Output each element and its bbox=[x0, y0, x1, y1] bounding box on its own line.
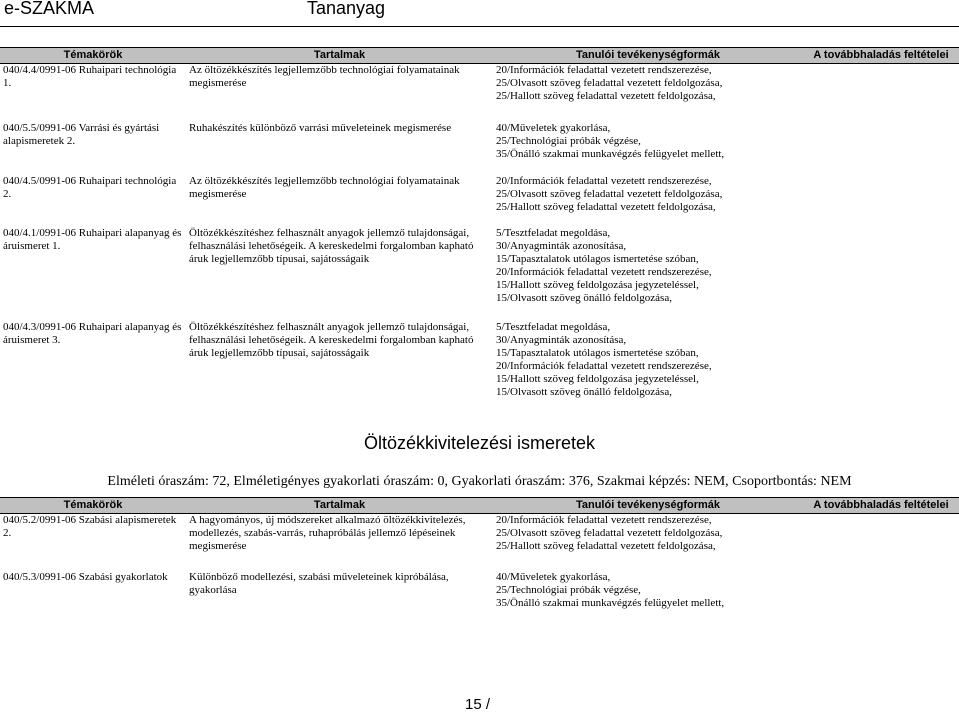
col-header-conditions: A továbbhaladás feltételei bbox=[803, 498, 959, 514]
activity-item: 25/Olvasott szöveg feladattal vezetett feldolgozása, bbox=[496, 77, 723, 89]
activity-item: 40/Műveletek gyakorlása, bbox=[496, 121, 611, 134]
condition-cell bbox=[803, 227, 959, 321]
activity-item: 5/Tesztfeladat megoldása, bbox=[496, 320, 611, 333]
topic-cell: 040/5.5/0991-06 Varrási és gyártási alapismeretek 2. bbox=[3, 121, 160, 147]
page-number: 15 / bbox=[465, 696, 491, 713]
activity-item: 20/Információk feladattal vezetett rendszerezése, bbox=[496, 174, 712, 187]
curriculum-table-2 bbox=[0, 497, 959, 615]
curriculum-table-1 bbox=[0, 47, 959, 411]
activities-cell bbox=[493, 122, 803, 175]
activity-item: 25/Hallott szöveg feladattal vezetett feldolgozása, bbox=[496, 200, 716, 213]
activity-item: 25/Hallott szöveg feladattal vezetett feldolgozása, bbox=[496, 90, 716, 102]
activities-cell bbox=[493, 175, 803, 227]
col-header-conditions: A továbbhaladás feltételei bbox=[803, 48, 959, 64]
activity-item: 30/Anyagminták azonosítása, bbox=[496, 333, 627, 346]
activities-cell bbox=[493, 227, 803, 321]
condition-cell bbox=[803, 64, 959, 122]
condition-cell bbox=[803, 321, 959, 411]
col-header-contents: Tartalmak bbox=[186, 48, 493, 64]
activity-item: 15/Olvasott szöveg önálló feldolgozása, bbox=[496, 385, 672, 398]
activity-item: 20/Információk feladattal vezetett rendszerezése, bbox=[496, 64, 712, 76]
content-cell: Az öltözékkészítés legjellemzőbb technológiai folyamatainak megismerése bbox=[189, 174, 460, 200]
activity-item: 5/Tesztfeladat megoldása, bbox=[496, 226, 611, 239]
activity-item: 15/Tapasztalatok utólagos ismertetése szóban, bbox=[496, 252, 699, 265]
activity-item: 25/Olvasott szöveg feladattal vezetett feldolgozása, bbox=[496, 527, 723, 539]
activity-item: 15/Hallott szöveg feldolgozása jegyzeteléssel, bbox=[496, 278, 699, 291]
content-cell: Ruhakészítés különböző varrási műveleteinek megismerése bbox=[189, 121, 452, 134]
hours-summary: Elméleti óraszám: 72, Elméletigényes gyakorlati óraszám: 0, Gyakorlati óraszám: 376, Szakmai képzés: NEM, Csoportbontás: NEM bbox=[107, 474, 852, 489]
section-title: Öltözékkivitelezési ismeretek bbox=[363, 433, 596, 453]
content-cell: Az öltözékkészítés legjellemzőbb technológiai folyamatainak megismerése bbox=[189, 64, 460, 89]
content-cell: Különböző modellezési, szabási műveleteinek kipróbálása, gyakorlása bbox=[189, 570, 449, 596]
topic-cell: 040/4.3/0991-06 Ruhaipari alapanyag és áruismeret 3. bbox=[3, 320, 182, 346]
table-header-row bbox=[0, 498, 959, 514]
activity-item: 15/Hallott szöveg feldolgozása jegyzeteléssel, bbox=[496, 372, 699, 385]
table-row bbox=[0, 514, 959, 571]
activity-item: 20/Információk feladattal vezetett rendszerezése, bbox=[496, 359, 712, 372]
topic-cell: 040/5.2/0991-06 Szabási alapismeretek 2. bbox=[3, 514, 177, 539]
col-header-activities: Tanulói tevékenységformák bbox=[493, 48, 803, 64]
content-cell: Öltözékkészítéshez felhasznált anyagok jellemző tulajdonságai, felhasználási lehetőségeik. A kereskedelmi forgalomban kapható áruk legjellemzőbb típusai, sajátosságaik bbox=[189, 320, 474, 359]
header-divider bbox=[0, 26, 959, 27]
table-row bbox=[0, 175, 959, 227]
table-row bbox=[0, 64, 959, 122]
activities-cell bbox=[493, 321, 803, 411]
content-cell: A hagyományos, új módszereket alkalmazó öltözékkivitelezés, modellezés, szabás-varrás, ruhapróbálás jellemző lépéseinek megismerése bbox=[189, 514, 466, 552]
condition-cell bbox=[803, 514, 959, 571]
table-header-row bbox=[0, 48, 959, 64]
condition-cell bbox=[803, 175, 959, 227]
col-header-topics: Témakörök bbox=[0, 48, 186, 64]
table-row bbox=[0, 321, 959, 411]
condition-cell bbox=[803, 571, 959, 615]
app-brand: e-SZAKMA bbox=[4, 0, 95, 18]
activities-cell bbox=[493, 64, 803, 122]
topic-cell: 040/4.1/0991-06 Ruhaipari alapanyag és áruismeret 1. bbox=[3, 226, 182, 252]
content-cell: Öltözékkészítéshez felhasznált anyagok jellemző tulajdonságai, felhasználási lehetőségeik. A kereskedelmi forgalomban kapható áruk legjellemzőbb típusai, sajátosságaik bbox=[189, 226, 474, 265]
col-header-topics: Témakörök bbox=[0, 498, 186, 514]
activity-item: 20/Információk feladattal vezetett rendszerezése, bbox=[496, 265, 712, 278]
table-row bbox=[0, 571, 959, 615]
activity-item: 40/Műveletek gyakorlása, bbox=[496, 570, 611, 583]
activity-item: 15/Tapasztalatok utólagos ismertetése szóban, bbox=[496, 346, 699, 359]
activity-item: 15/Olvasott szöveg önálló feldolgozása, bbox=[496, 291, 672, 304]
activity-item: 30/Anyagminták azonosítása, bbox=[496, 239, 627, 252]
topic-cell: 040/4.4/0991-06 Ruhaipari technológia 1. bbox=[3, 64, 177, 89]
activity-item: 35/Önálló szakmai munkavégzés felügyelet mellett, bbox=[496, 147, 725, 160]
activity-item: 25/Technológiai próbák végzése, bbox=[496, 134, 641, 147]
topic-cell: 040/5.3/0991-06 Szabási gyakorlatok bbox=[3, 570, 168, 583]
col-header-activities: Tanulói tevékenységformák bbox=[493, 498, 803, 514]
table-row bbox=[0, 122, 959, 175]
topic-cell: 040/4.5/0991-06 Ruhaipari technológia 2. bbox=[3, 174, 177, 200]
col-header-contents: Tartalmak bbox=[186, 498, 493, 514]
activity-item: 25/Technológiai próbák végzése, bbox=[496, 583, 641, 596]
document-title: Tananyag bbox=[307, 0, 386, 18]
condition-cell bbox=[803, 122, 959, 175]
activity-item: 25/Hallott szöveg feladattal vezetett feldolgozása, bbox=[496, 540, 716, 552]
activity-item: 35/Önálló szakmai munkavégzés felügyelet mellett, bbox=[496, 596, 725, 609]
activity-item: 20/Információk feladattal vezetett rendszerezése, bbox=[496, 514, 712, 526]
table-row bbox=[0, 227, 959, 321]
activities-cell bbox=[493, 571, 803, 615]
activities-cell bbox=[493, 514, 803, 571]
activity-item: 25/Olvasott szöveg feladattal vezetett feldolgozása, bbox=[496, 187, 723, 200]
